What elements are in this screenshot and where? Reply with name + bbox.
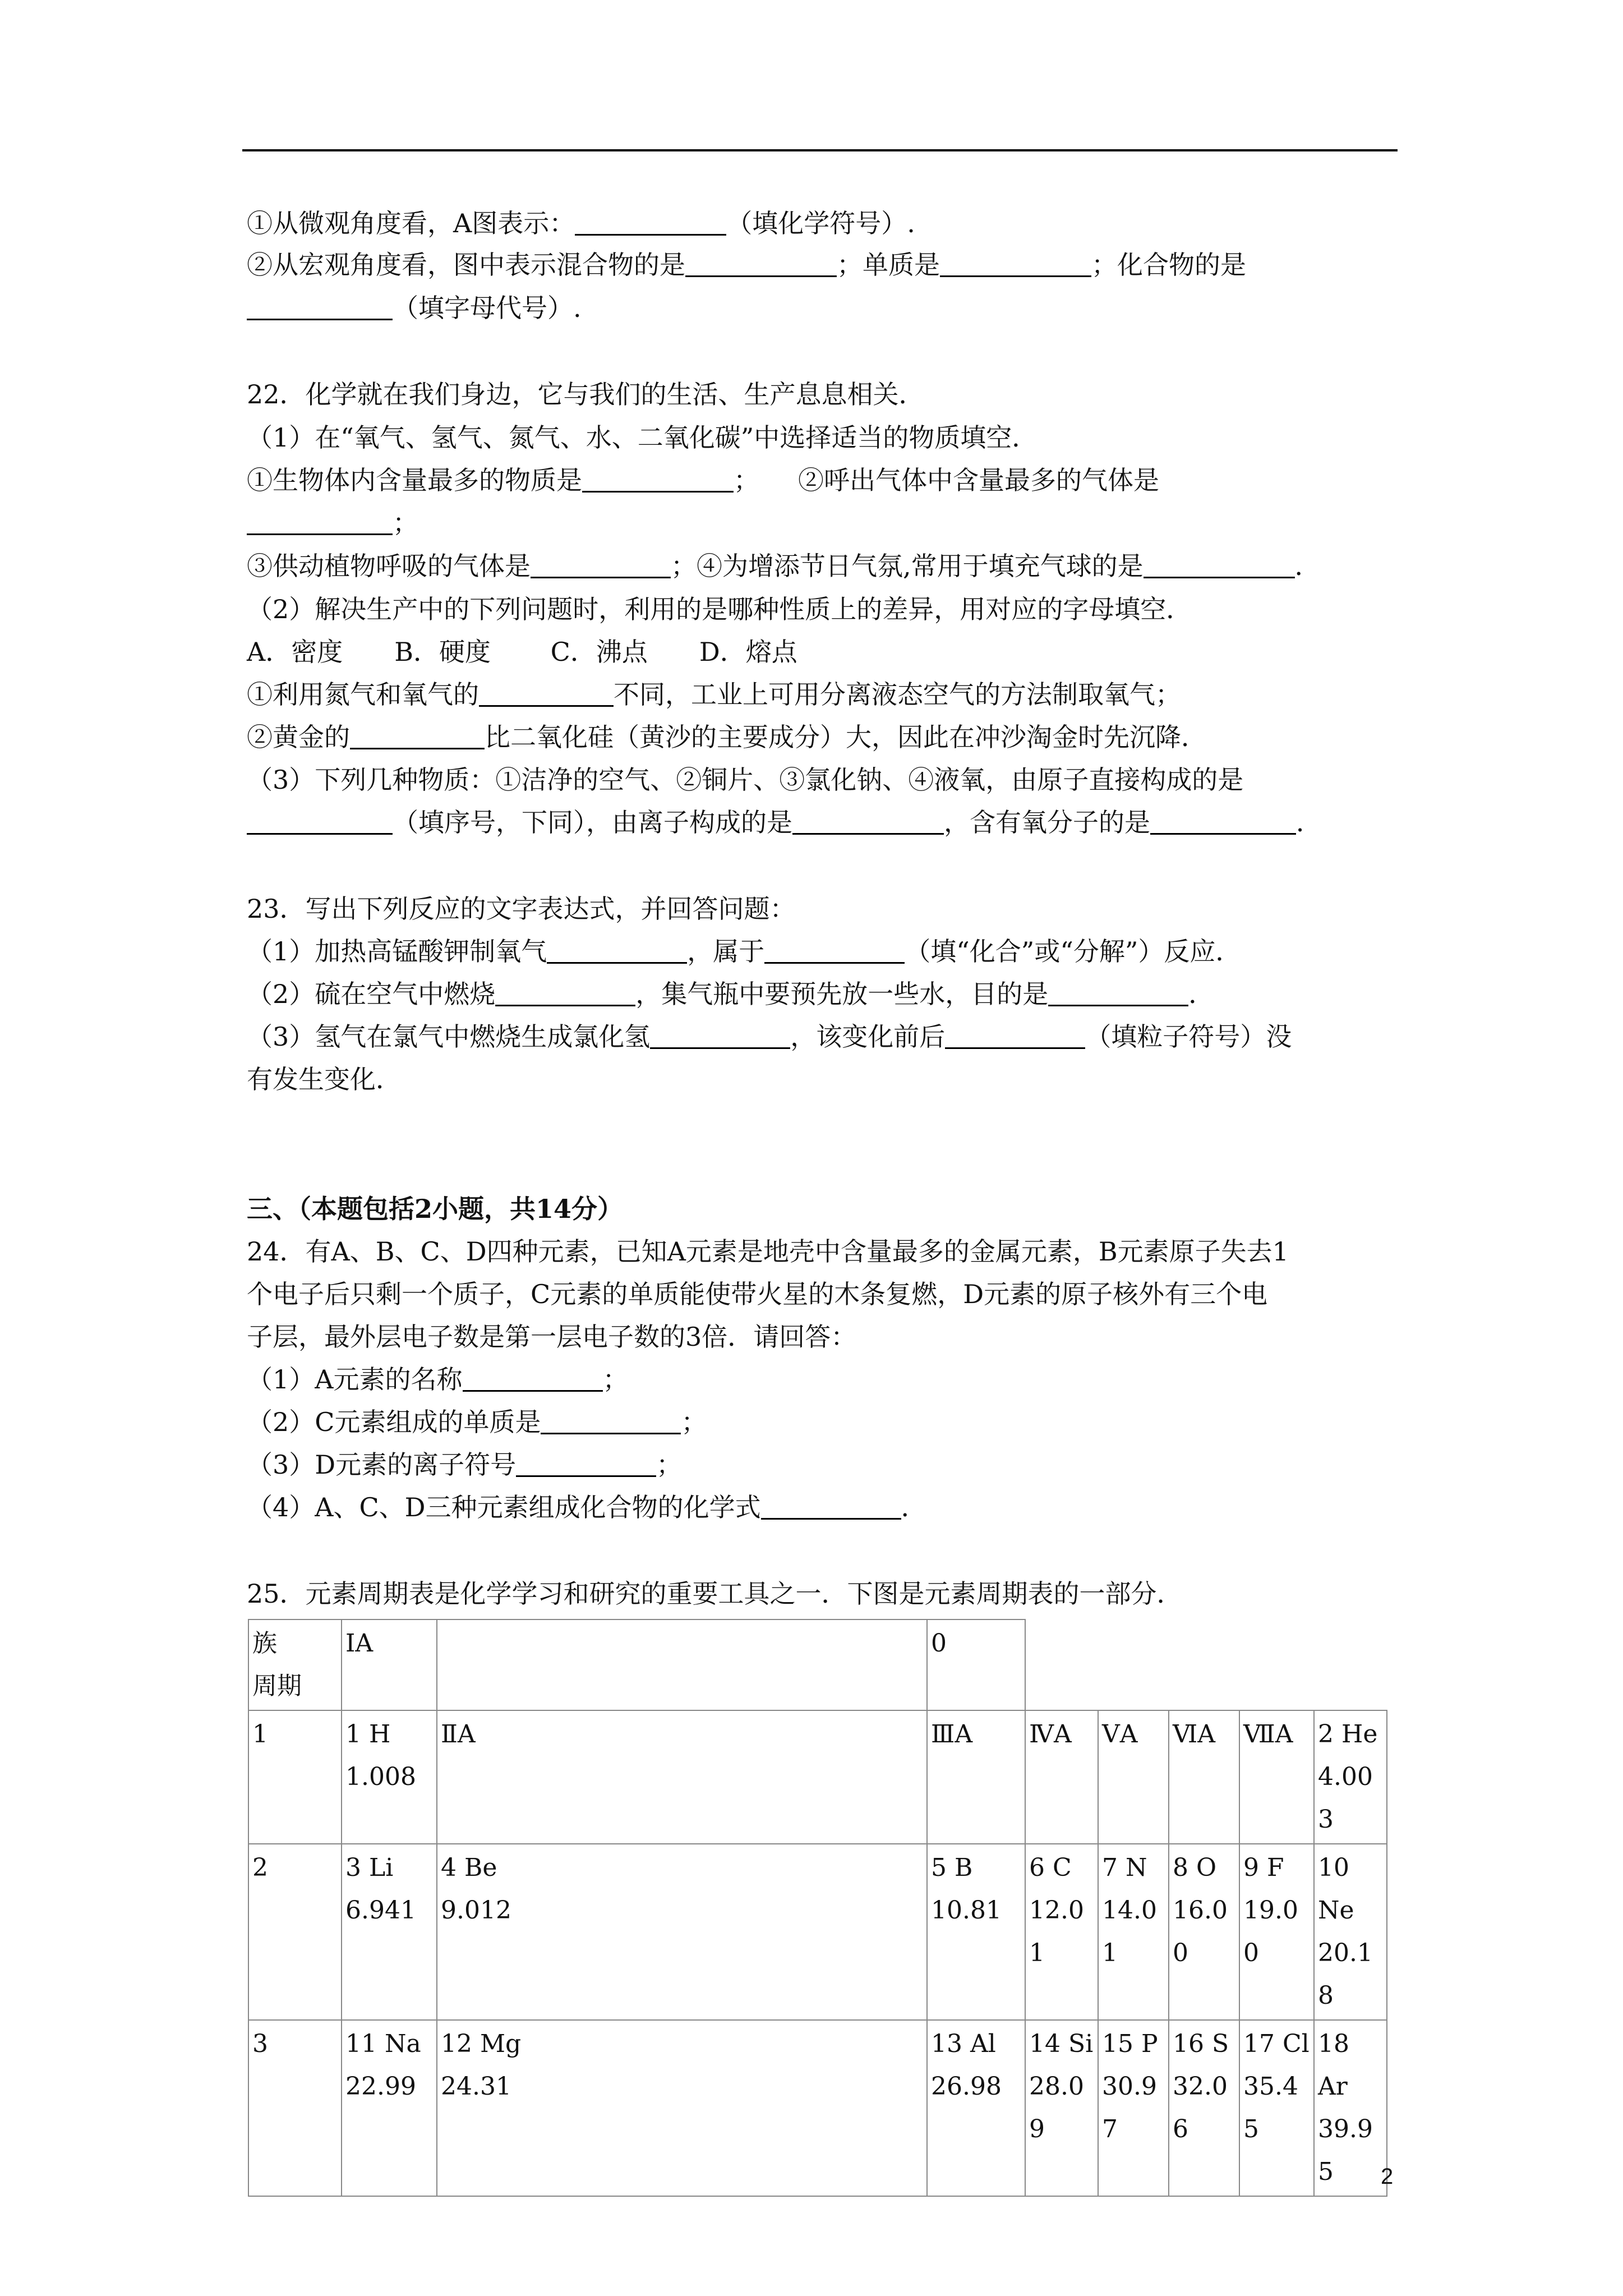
answer-blank	[247, 293, 393, 320]
text-segment: ，集气瓶中要预先放一些水，目的是	[635, 979, 1049, 1009]
answer-blank	[247, 508, 393, 535]
text-line	[247, 1363, 629, 1396]
text-segment: ；	[681, 1407, 707, 1437]
text-segment: ，该变化前后	[790, 1022, 946, 1052]
text-line	[247, 1405, 707, 1439]
text-segment: ．	[901, 1492, 927, 1522]
text-line	[247, 720, 1207, 754]
text-segment: ，属于	[687, 936, 765, 967]
text-segment: 23．写出下列反应的文字表达式，并回答问题：	[247, 894, 796, 924]
text-segment: （3）氢气在氯气中燃烧生成氯化氢	[247, 1022, 651, 1052]
answer-blank	[516, 1450, 656, 1477]
element-cell: 18 Ar 39.9 5	[1314, 2020, 1387, 2196]
answer-blank	[945, 1022, 1085, 1049]
text-segment: （1）加热高锰酸钾制氧气	[247, 936, 547, 967]
text-line	[247, 1062, 402, 1096]
text-segment: ①利用氮气和氧气的	[247, 679, 479, 710]
text-line	[247, 1277, 1267, 1311]
text-segment: 比二氧化硅（黄沙的主要成分）大，因此在冲沙淘金时先沉降．	[485, 722, 1207, 752]
text-segment: ；化合物的是	[1091, 250, 1246, 280]
text-line	[247, 248, 1246, 282]
group-label-cell: ⅥA	[1169, 1710, 1239, 1844]
text-segment: （1）A元素的名称	[247, 1364, 463, 1395]
text-line	[247, 463, 1159, 497]
table-header-blank	[437, 1619, 927, 1710]
text-segment: （2）解决生产中的下列问题时，利用的是哪种性质上的差异，用对应的字母填空．	[247, 594, 1192, 624]
element-cell: 13 Al 26.98	[927, 2020, 1025, 2196]
text-segment: ．	[1296, 807, 1322, 838]
text-segment: （2）硫在空气中燃烧	[247, 979, 496, 1009]
header-rule	[242, 149, 1398, 151]
text-line	[247, 291, 582, 325]
text-line	[247, 206, 915, 240]
answer-blank	[1048, 979, 1188, 1006]
answer-blank	[350, 722, 485, 749]
text-segment: （4）A、C、D三种元素组成化合物的化学式	[247, 1492, 761, 1522]
period-cell: 1	[248, 1710, 342, 1844]
text-segment: （填字母代号）.	[393, 293, 582, 323]
text-segment: （填序号，下同），由离子构成的是	[393, 807, 792, 838]
group-label-cell: ⅤA	[1098, 1710, 1169, 1844]
text-segment: ；④为增添节日气氛,常用于填充气球的是	[671, 551, 1144, 581]
text-line	[247, 1235, 1289, 1268]
answer-blank	[1150, 807, 1296, 835]
text-segment: ；	[393, 508, 418, 538]
text-segment: ①生物体内含量最多的物质是	[247, 465, 582, 495]
text-line	[247, 1490, 927, 1524]
element-cell: 2 He 4.00 3	[1314, 1710, 1387, 1844]
text-line	[247, 1192, 623, 1226]
answer-blank	[685, 250, 837, 277]
text-segment: 24．有A、B、C、D四种元素，已知A元素是地壳中含量最多的金属元素，B元素原子失去1	[247, 1236, 1289, 1267]
answer-blank	[575, 208, 726, 236]
text-line	[247, 592, 1192, 626]
element-cell: 1 H 1.008	[342, 1710, 437, 1844]
text-segment: ；单质是	[837, 250, 940, 280]
answer-blank	[463, 1364, 603, 1392]
text-line	[247, 1448, 682, 1481]
answer-blank	[940, 250, 1091, 277]
text-line	[247, 549, 1321, 583]
element-cell: 15 P 30.9 7	[1098, 2020, 1169, 2196]
period-cell: 3	[248, 2020, 342, 2196]
text-segment: （填粒子符号）没	[1085, 1022, 1292, 1052]
element-cell: 5 B 10.81	[927, 1844, 1025, 2020]
text-segment: （3）D元素的离子符号	[247, 1450, 517, 1480]
text-segment: （填化学符号）.	[726, 208, 915, 238]
periodic-table	[248, 1619, 1387, 2197]
text-line	[247, 1577, 1183, 1611]
text-line	[247, 763, 1243, 797]
text-line	[247, 678, 1181, 711]
text-segment: ；	[656, 1450, 683, 1480]
group-label-cell: ⅢA	[927, 1710, 1025, 1844]
text-segment: 子层，最外层电子数是第一层电子数的3倍．请回答：	[247, 1322, 857, 1352]
text-line	[247, 935, 1241, 968]
answer-blank	[541, 1407, 681, 1434]
answer-blank	[1144, 551, 1295, 578]
text-segment: ，含有氧分子的是	[944, 807, 1150, 838]
text-line	[247, 378, 925, 411]
text-line	[247, 506, 418, 540]
text-line	[247, 977, 1214, 1011]
text-segment: 有发生变化．	[247, 1064, 402, 1094]
answer-blank	[764, 936, 905, 964]
table-empty-space	[1025, 1619, 1387, 1710]
element-cell: 12 Mg 24.31	[437, 2020, 927, 2196]
text-line	[247, 892, 796, 926]
group-label-cell: ⅣA	[1025, 1710, 1098, 1844]
element-cell: 17 Cl 35.4 5	[1239, 2020, 1314, 2196]
element-cell: 9 F 19.0 0	[1239, 1844, 1314, 2020]
text-segment: （填“化合”或“分解”）反应．	[905, 936, 1242, 967]
answer-blank	[792, 807, 944, 835]
text-segment: A．密度 B．硬度 C．沸点 D．熔点	[247, 637, 797, 667]
text-line	[247, 1320, 856, 1354]
element-cell: 10 Ne 20.1 8	[1314, 1844, 1387, 2020]
element-cell: 7 N 14.0 1	[1098, 1844, 1169, 2020]
answer-blank	[650, 1022, 790, 1049]
text-line	[247, 1020, 1292, 1053]
text-segment: ．	[1188, 979, 1215, 1009]
answer-blank	[495, 979, 635, 1006]
page-number: 2	[1381, 2164, 1394, 2189]
text-segment: ②黄金的	[247, 722, 350, 752]
text-segment: （1）在“氧气、氢气、氮气、水、二氧化碳”中选择适当的物质填空．	[247, 422, 1038, 453]
period-cell: 2	[248, 1844, 342, 2020]
group-label-cell: ⅡA	[437, 1710, 927, 1844]
element-cell: 4 Be 9.012	[437, 1844, 927, 2020]
answer-blank	[531, 551, 671, 578]
element-cell: 11 Na 22.99	[342, 2020, 437, 2196]
text-segment: ； ②呼出气体中含量最多的气体是	[734, 465, 1159, 495]
text-line	[247, 421, 1038, 454]
text-segment: ①从微观角度看，A图表示：	[247, 208, 575, 238]
element-cell: 14 Si 28.0 9	[1025, 2020, 1098, 2196]
element-cell: 16 S 32.0 6	[1169, 2020, 1239, 2196]
text-segment: ．	[1294, 551, 1321, 581]
group-label-cell: ⅦA	[1239, 1710, 1314, 1844]
text-segment: 个电子后只剩一个质子，C元素的单质能使带火星的木条复燃，D元素的原子核外有三个电	[247, 1279, 1268, 1309]
text-segment: ；	[602, 1364, 629, 1395]
element-cell: 3 Li 6.941	[342, 1844, 437, 2020]
table-header-group-period: 族 周期	[248, 1619, 342, 1710]
text-line	[247, 635, 797, 669]
text-segment: ③供动植物呼吸的气体是	[247, 551, 531, 581]
element-cell: 6 C 12.0 1	[1025, 1844, 1098, 2020]
text-segment: （2）C元素组成的单质是	[247, 1407, 541, 1437]
answer-blank	[582, 465, 734, 493]
answer-blank	[479, 679, 614, 707]
text-segment: ②从宏观角度看，图中表示混合物的是	[247, 250, 685, 280]
text-segment: 三、（本题包括2小题，共14分）	[247, 1194, 624, 1224]
text-segment: （3）下列几种物质：①洁净的空气、②铜片、③氯化钠、④液氧，由原子直接构成的是	[247, 765, 1244, 795]
table-header-ia: IA	[342, 1619, 437, 1710]
answer-blank	[547, 936, 687, 964]
text-segment: 25．元素周期表是化学学习和研究的重要工具之一．下图是元素周期表的一部分．	[247, 1579, 1183, 1609]
answer-blank	[247, 807, 393, 835]
text-segment: 22．化学就在我们身边，它与我们的生活、生产息息相关．	[247, 379, 925, 409]
answer-blank	[761, 1492, 901, 1520]
text-line	[247, 806, 1322, 839]
table-header-zero: 0	[927, 1619, 1025, 1710]
text-segment: 不同，工业上可用分离液态空气的方法制取氧气；	[614, 679, 1181, 710]
element-cell: 8 O 16.0 0	[1169, 1844, 1239, 2020]
